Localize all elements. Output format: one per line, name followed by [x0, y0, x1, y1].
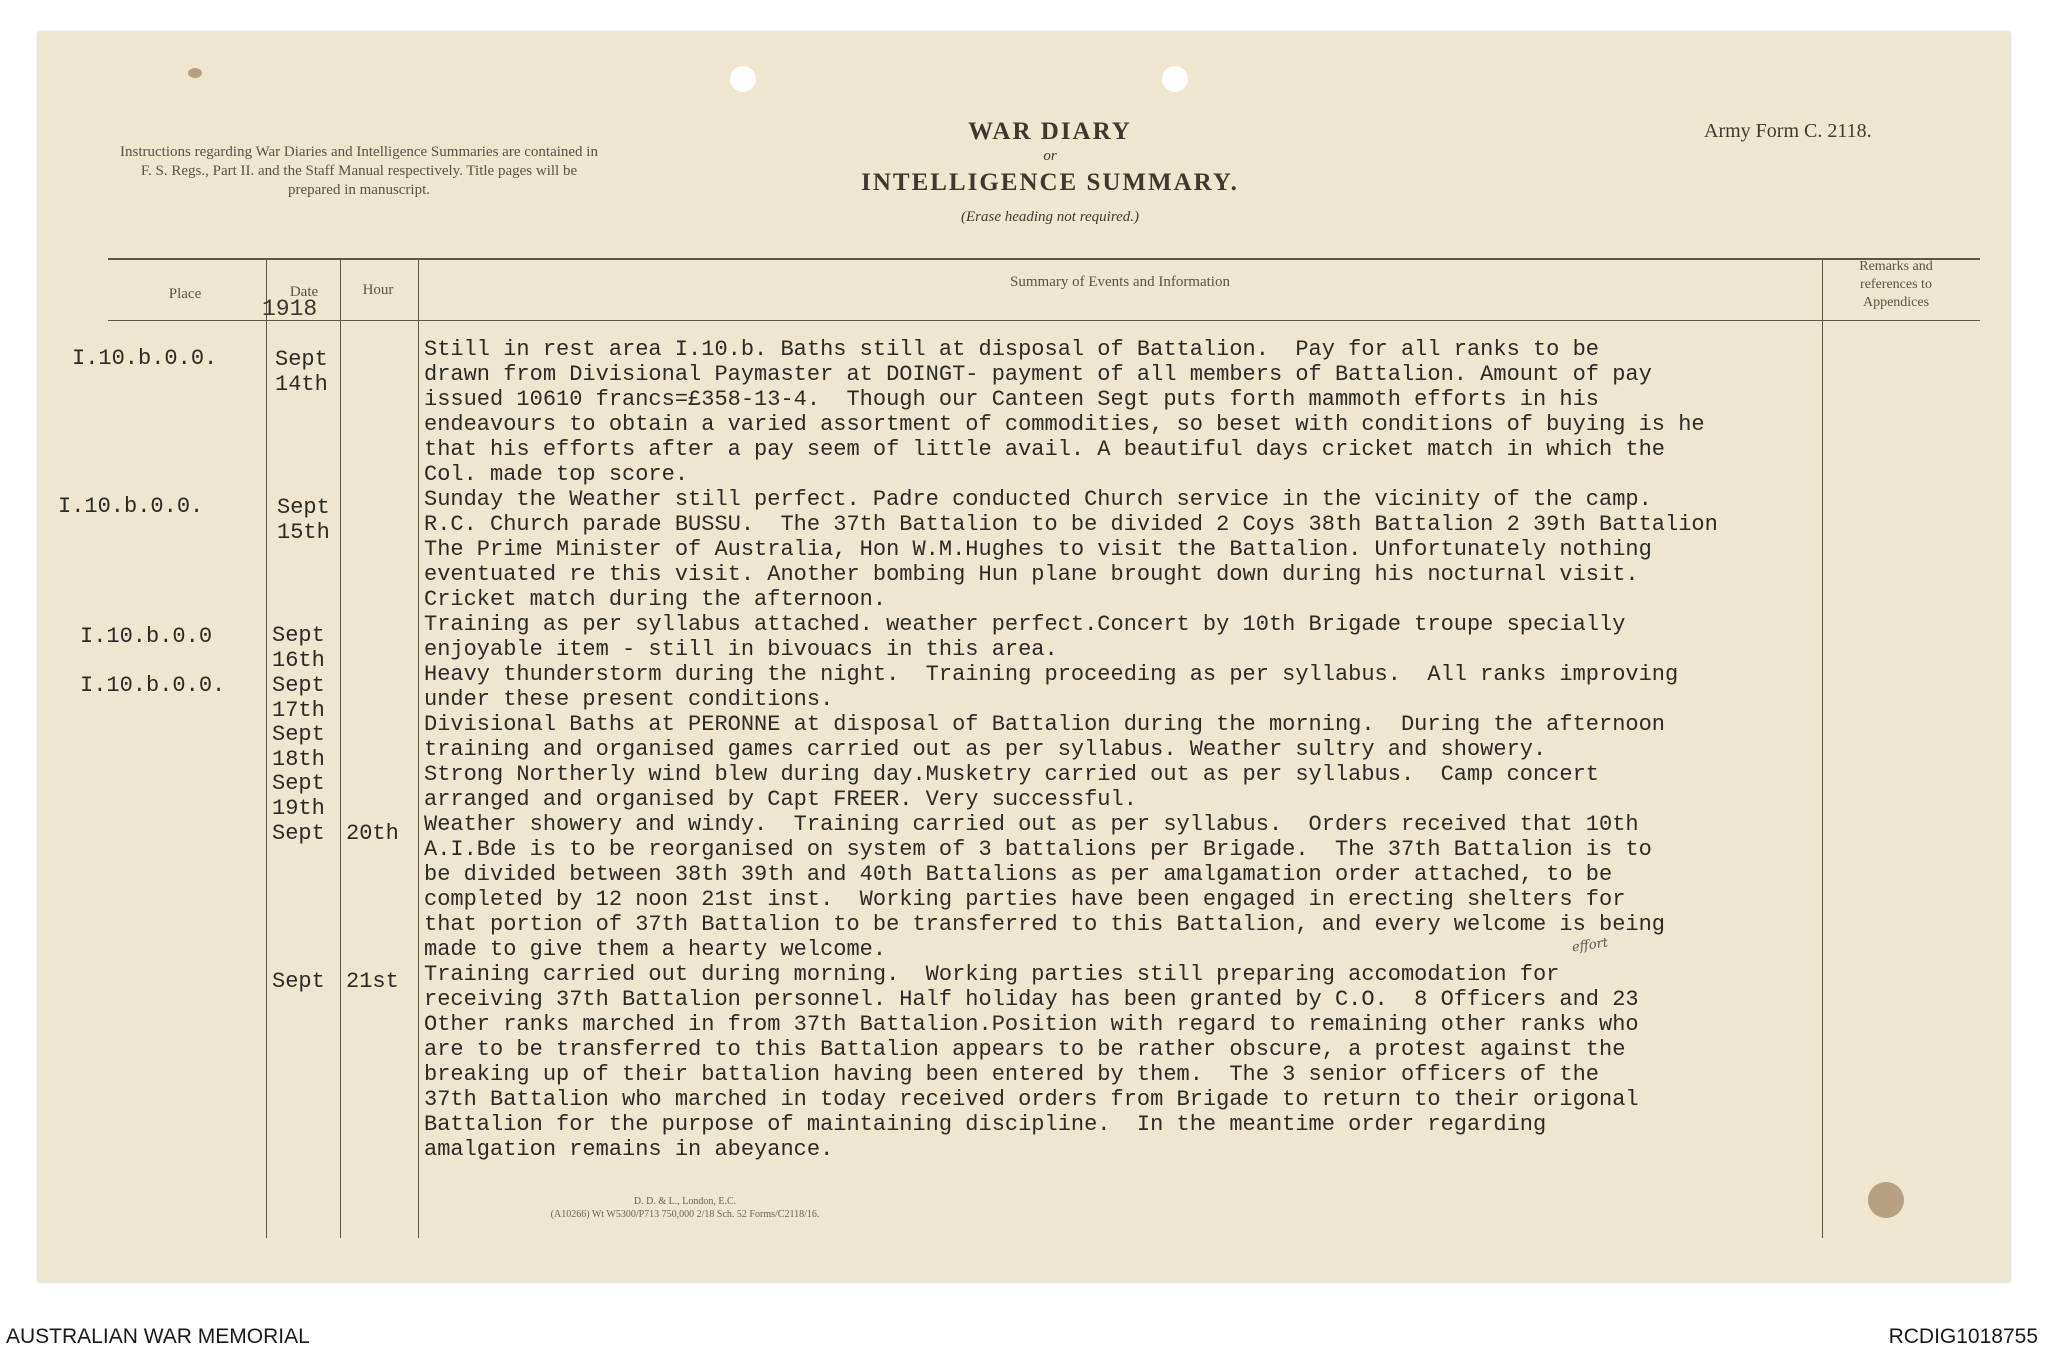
footer-record-id: RCDIG1018755: [1888, 1325, 2038, 1348]
diary-entry-sept-21: Training carried out during morning. Working parties still preparing accomodation for receiving 37th Battalion personnel. Half holiday has been granted by C.O. 8 Officers and 23 Other ranks marched in from 37th Battalion.Position with regard to remaining other ranks who are to be transferred to this Battalion appears to be rather obscure, a protest against the breaking up of their battalion having been entered by them. The 3 senior officers of the 37th Battalion who marched in today received orders from Brigade to return to their origonal Battalion for the purpose of maintaining discipline. In the meantime order regarding amalgation remains in abeyance.: [424, 962, 1639, 1162]
summary-column: [424, 337, 1834, 1162]
date-day: 16th: [272, 648, 325, 673]
header-place: Place: [168, 286, 202, 302]
date-entry: [277, 495, 330, 545]
handwritten-correction: effort: [1571, 935, 1610, 956]
date-entry: [272, 673, 325, 723]
date-entry: [275, 347, 328, 397]
army-form-number: Army Form C. 2118.: [1704, 120, 1872, 142]
date-entry: [272, 722, 325, 772]
date-day: 17th: [272, 698, 325, 723]
title-block: [790, 118, 1310, 226]
header-bottom-rule: [108, 320, 1980, 321]
diary-entry-sept-17: Heavy thunderstorm during the night. Training proceeding as per syllabus. All ranks improving under these present conditions.: [424, 662, 1679, 712]
column-rule-date: [340, 258, 341, 1238]
war-diary-title: WAR DIARY: [968, 118, 1132, 145]
diary-entry-sept-14: Still in rest area I.10.b. Baths still at disposal of Battalion. Pay for all ranks to be drawn from Divisional Paymaster at DOINGT- payment of all members of Battalion. Amount of pay issued 10610 francs=£358-13-4. Though our Canteen Segt puts forth mammoth efforts in his endeavours to obtain a varied assortment of commodities, so beset with conditions of buying is he that his efforts after a pay seem of little avail. A beautiful days cricket match in which the Col. made top score.: [424, 337, 1705, 487]
hour-entry: 21st: [346, 969, 399, 994]
erase-note: (Erase heading not required.): [960, 209, 1140, 225]
intelligence-summary-title: INTELLIGENCE SUMMARY.: [861, 169, 1239, 196]
diary-entry-sept-16: Training as per syllabus attached. weather perfect.Concert by 10th Brigade troupe specially enjoyable item - still in bivouacs in this area.: [424, 612, 1626, 662]
place-entry: I.10.b.0.0.: [72, 346, 218, 371]
date-month: Sept: [277, 495, 330, 520]
date-day: 19th: [272, 796, 325, 821]
header-summary: Summary of Events and Information: [1010, 274, 1230, 290]
date-entry: [272, 623, 325, 673]
place-entry: I.10.b.0.0: [80, 624, 213, 649]
year-label: 1918: [262, 296, 318, 322]
date-entry: [272, 771, 325, 821]
date-day: 14th: [275, 372, 328, 397]
diary-entry-sept-15: Sunday the Weather still perfect. Padre conducted Church service in the vicinity of the camp. R.C. Church parade BUSSU. The 37th Battalion to be divided 2 Coys 38th Battalion 2 39th Battalion The Prime Minister of Australia, Hon W.M.Hughes to visit the Battalion. Unfortunately nothing eventuated re this visit. Another bombing Hun plane brought down during his nocturnal visit. Cricket match during the afternoon.: [424, 487, 1718, 612]
printer-line: D. D. & L., London, E.C.: [633, 1196, 737, 1207]
printer-line: (A10266) Wt W5300/P713 750,000 2/18 Sch. 52 Forms/C2118/16.: [550, 1209, 820, 1220]
footer-institution: AUSTRALIAN WAR MEMORIAL: [6, 1325, 310, 1348]
date-entry: [272, 969, 325, 994]
date-day: 18th: [272, 747, 325, 772]
place-entry: I.10.b.0.0.: [80, 673, 226, 698]
punch-hole-right: [1162, 66, 1188, 92]
header-hour: Hour: [362, 282, 394, 298]
diary-entry-sept-20: Weather showery and windy. Training carried out as per syllabus. Orders received that 10th A.I.Bde is to be reorganised on system of 3 battalions per Brigade. The 37th Battalion is to be divided between 38th 39th and 40th Battalions as per amalgamation order attached, to be completed by 12 noon 21st inst. Working parties have been engaged in erecting shelters for that portion of 37th Battalion to be transferred to this Battalion, and every welcome is being made to give them a hearty welcome.: [424, 812, 1666, 962]
column-rule-hour: [418, 258, 419, 1238]
date-month: Sept: [272, 969, 325, 994]
title-or: or: [1043, 148, 1057, 164]
date-month: Sept: [272, 771, 325, 796]
ink-mark-top-left: [188, 68, 202, 78]
date-day: 15th: [277, 520, 330, 545]
date-entry: [272, 821, 325, 846]
place-entry: I.10.b.0.0.: [58, 494, 204, 519]
date-month: Sept: [272, 722, 325, 747]
stain-bottom-right: [1868, 1182, 1904, 1218]
instructions-text: Instructions regarding War Diaries and Intelligence Summaries are contained in F. S. Regs., Part II. and the Staff Manual respectively. Title pages will be prepared in manuscript.: [120, 144, 598, 198]
diary-entry-sept-19: Strong Northerly wind blew during day.Musketry carried out as per syllabus. Camp concert arranged and organised by Capt FREER. Very successful.: [424, 762, 1599, 812]
diary-entry-sept-18: Divisional Baths at PERONNE at disposal of Battalion during the morning. During the afternoon training and organised games carried out as per syllabus. Weather sultry and showery.: [424, 712, 1666, 762]
column-rule-place: [266, 258, 267, 1238]
printer-imprint: [440, 1195, 930, 1221]
header-date: Date: [289, 284, 319, 300]
header-top-rule: [108, 258, 1980, 260]
header-remarks: Remarks and references to Appendices: [1859, 259, 1933, 310]
hour-entry: 20th: [346, 821, 399, 846]
date-month: Sept: [272, 821, 325, 846]
date-month: Sept: [272, 623, 325, 648]
date-month: Sept: [275, 347, 328, 372]
punch-hole-left: [730, 66, 756, 92]
date-month: Sept: [272, 673, 325, 698]
